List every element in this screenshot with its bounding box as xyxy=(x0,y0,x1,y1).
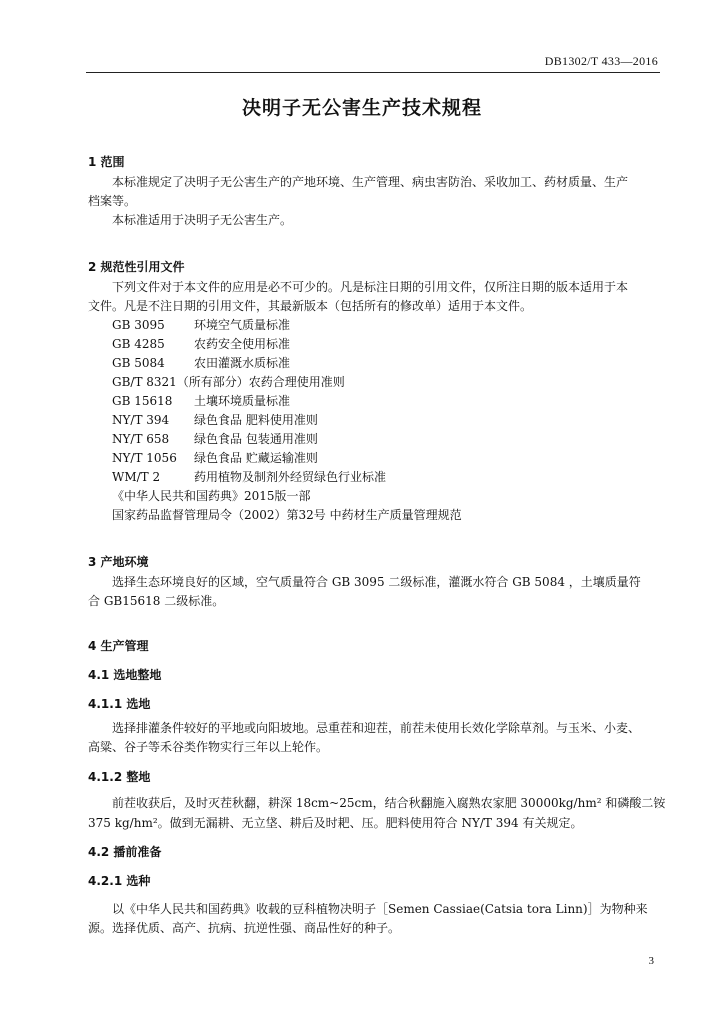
paragraph-line: 源。选择优质、高产、抗病、抗逆性强、商品性好的种子。 xyxy=(88,921,401,935)
reference-name: 农田灌溉水质标准 xyxy=(194,356,291,370)
reference-name: 土壤环境质量标准 xyxy=(194,394,291,408)
subsection-heading: 4.2 播前准备 xyxy=(88,845,162,859)
reference-code: NY/T 658 xyxy=(112,432,170,446)
reference-item xyxy=(112,467,386,487)
paragraph-line: 选择生态环境良好的区域，空气质量符合 GB 3095 二级标准，灌溉水符合 GB 5084 ，土壤质量符 xyxy=(112,575,641,589)
reference-item xyxy=(112,315,290,335)
reference-code: NY/T 1056 xyxy=(112,451,177,465)
subsection-heading: 4.2.1 选种 xyxy=(88,874,151,888)
header-rule xyxy=(86,72,660,73)
reference-name: GB/T 8321（所有部分）农药合理使用准则 xyxy=(112,375,345,389)
reference-item xyxy=(112,353,290,373)
reference-name: 绿色食品 贮藏运输准则 xyxy=(194,451,318,465)
reference-item xyxy=(112,372,345,392)
reference-code: GB 15618 xyxy=(112,394,173,408)
paragraph-line: 本标准适用于决明子无公害生产。 xyxy=(112,213,293,227)
reference-name: 《中华人民共和国药典》2015版一部 xyxy=(112,489,311,503)
paragraph-line: 高粱、谷子等禾谷类作物实行三年以上轮作。 xyxy=(88,740,329,754)
section-heading-scope: 1 范围 xyxy=(88,155,125,169)
paragraph-line: 前茬收获后，及时灭茬秋翻，耕深 18cm~25cm，结合秋翻施入腐熟农家肥 30000kg/hm² 和磷酸二铵 xyxy=(112,796,666,810)
reference-name: 国家药品监督管理局令（2002）第32号 中药材生产质量管理规范 xyxy=(112,508,462,522)
reference-item xyxy=(112,448,318,468)
document-title: 决明子无公害生产技术规程 xyxy=(241,97,482,119)
reference-name: 农药安全使用标准 xyxy=(194,337,291,351)
reference-code: WM/T 2 xyxy=(112,470,161,484)
reference-name: 环境空气质量标准 xyxy=(194,318,291,332)
subsection-heading: 4.1.2 整地 xyxy=(88,770,151,784)
reference-name: 药用植物及制剂外经贸绿色行业标准 xyxy=(194,470,387,484)
reference-item xyxy=(112,334,290,354)
section-heading-normative-references: 2 规范性引用文件 xyxy=(88,260,185,274)
section-heading-production-management: 4 生产管理 xyxy=(88,639,149,653)
reference-item xyxy=(112,505,462,525)
reference-item xyxy=(112,410,318,430)
subsection-heading: 4.1.1 选地 xyxy=(88,697,151,711)
paragraph-line: 文件。凡是不注日期的引用文件，其最新版本（包括所有的修改单）适用于本文件。 xyxy=(88,299,533,313)
paragraph-line: 档案等。 xyxy=(88,194,137,208)
reference-item xyxy=(112,391,290,411)
paragraph-line: 以《中华人民共和国药典》收载的豆科植物决明子［Semen Cassiae(Catsia tora Linn)］为物种来 xyxy=(112,902,648,916)
reference-code: GB 4285 xyxy=(112,337,165,351)
section-heading-production-environment: 3 产地环境 xyxy=(88,555,149,569)
paragraph-line: 下列文件对于本文件的应用是必不可少的。凡是标注日期的引用文件，仅所注日期的版本适用于本 xyxy=(112,280,629,294)
reference-code: GB 3095 xyxy=(112,318,165,332)
reference-item xyxy=(112,429,318,449)
reference-name: 绿色食品 包装通用准则 xyxy=(194,432,318,446)
subsection-heading: 4.1 选地整地 xyxy=(88,668,162,682)
paragraph-line: 合 GB15618 二级标准。 xyxy=(88,594,225,608)
reference-item xyxy=(112,486,311,506)
paragraph-line: 本标准规定了决明子无公害生产的产地环境、生产管理、病虫害防治、采收加工、药材质量、生产 xyxy=(112,175,629,189)
paragraph-line: 选择排灌条件较好的平地或向阳坡地。忌重茬和迎茬，前茬未使用长效化学除草剂。与玉米、小麦、 xyxy=(112,721,641,735)
page-number: 3 xyxy=(648,955,654,967)
reference-name: 绿色食品 肥料使用准则 xyxy=(194,413,318,427)
reference-code: GB 5084 xyxy=(112,356,165,370)
reference-code: NY/T 394 xyxy=(112,413,170,427)
paragraph-line: 375 kg/hm²。做到无漏耕、无立垡、耕后及时耙、压。肥料使用符合 NY/T 394 有关规定。 xyxy=(88,816,583,830)
standard-code: DB1302/T 433—2016 xyxy=(544,54,658,68)
